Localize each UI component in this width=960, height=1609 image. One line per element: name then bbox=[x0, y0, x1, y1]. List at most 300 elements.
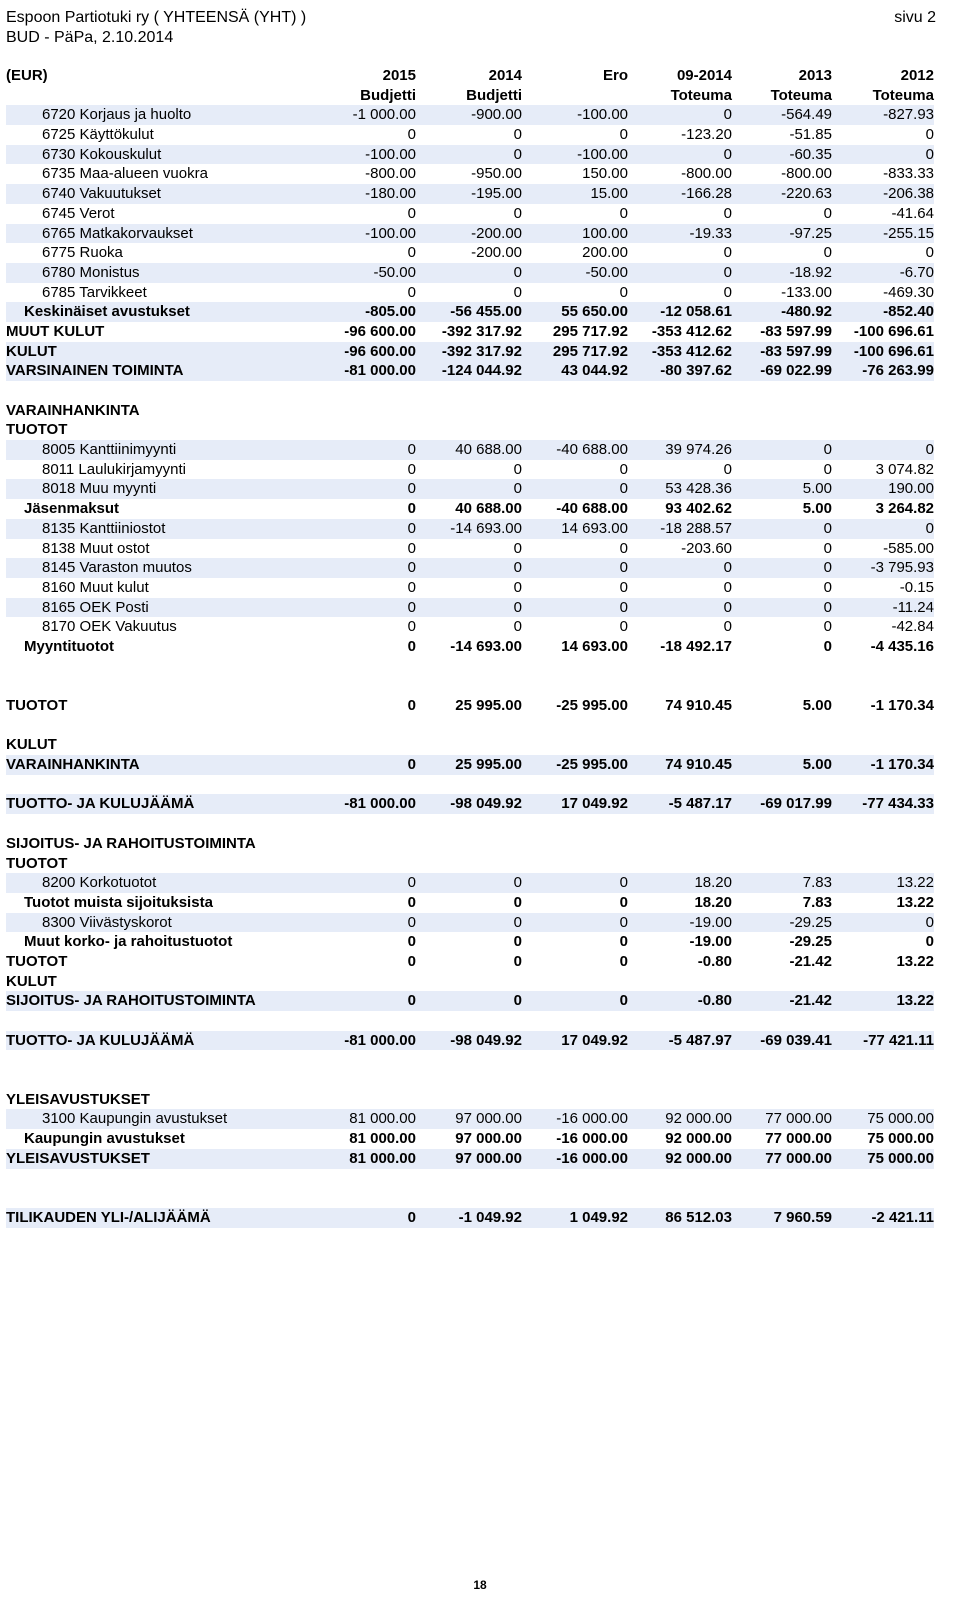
spacer-row bbox=[6, 1188, 934, 1208]
row-value: -200.00 bbox=[471, 244, 522, 262]
currency-label: (EUR) bbox=[6, 67, 48, 84]
row-value: -19.00 bbox=[689, 933, 732, 951]
row-value: 17 049.92 bbox=[561, 1031, 628, 1049]
row-value: 97 000.00 bbox=[455, 1110, 522, 1128]
row-value: 13.22 bbox=[896, 893, 934, 911]
row-value: -220.63 bbox=[781, 185, 832, 203]
row-value: 0 bbox=[823, 539, 832, 557]
row-value: -60.35 bbox=[789, 145, 832, 163]
row-value: 0 bbox=[823, 519, 832, 537]
table-row bbox=[6, 342, 934, 362]
row-value: 0 bbox=[723, 145, 732, 163]
row-value: 0 bbox=[407, 480, 416, 498]
row-value: 13.22 bbox=[896, 874, 934, 892]
row-value: -392 317.92 bbox=[441, 322, 522, 340]
row-value: 0 bbox=[513, 618, 522, 636]
row-value: 0 bbox=[407, 244, 416, 262]
spacer-row bbox=[6, 657, 934, 677]
row-value: 0 bbox=[619, 539, 628, 557]
row-value: 0 bbox=[513, 578, 522, 596]
row-label: YLEISAVUSTUKSET bbox=[6, 1090, 150, 1108]
row-value: 0 bbox=[619, 559, 628, 577]
row-label: 6725 Käyttökulut bbox=[42, 126, 154, 144]
row-value: 14 693.00 bbox=[561, 637, 628, 655]
row-value: 0 bbox=[925, 244, 934, 262]
spacer-row bbox=[6, 775, 934, 795]
column-header: 2013 bbox=[798, 67, 832, 84]
row-value: 0 bbox=[619, 480, 628, 498]
row-value: 0 bbox=[407, 697, 416, 714]
row-value: -98 049.92 bbox=[450, 795, 522, 813]
row-value: -16 000.00 bbox=[556, 1110, 628, 1128]
spacer-row bbox=[6, 1169, 934, 1189]
row-value: 0 bbox=[619, 992, 628, 1010]
row-value: 0 bbox=[407, 126, 416, 144]
row-value: 295 717.92 bbox=[552, 342, 628, 360]
row-value: -100.00 bbox=[365, 224, 416, 242]
row-value: -585.00 bbox=[883, 539, 934, 557]
column-header: Ero bbox=[602, 67, 628, 84]
row-value: -133.00 bbox=[781, 283, 832, 301]
row-value: 0 bbox=[407, 460, 416, 478]
row-value: -805.00 bbox=[365, 303, 416, 321]
row-value: 5.00 bbox=[802, 756, 832, 774]
row-label: 6735 Maa-alueen vuokra bbox=[42, 165, 208, 183]
row-value: 3 264.82 bbox=[875, 500, 934, 518]
row-value: 0 bbox=[513, 145, 522, 163]
row-value: 0 bbox=[823, 559, 832, 577]
row-value: 0 bbox=[823, 204, 832, 222]
row-value: 15.00 bbox=[590, 185, 628, 203]
row-value: 92 000.00 bbox=[665, 1149, 732, 1167]
row-value: 0 bbox=[619, 913, 628, 931]
row-value: -0.15 bbox=[899, 578, 934, 596]
row-value: -100.00 bbox=[577, 145, 628, 163]
row-value: 81 000.00 bbox=[349, 1130, 416, 1148]
row-value: -800.00 bbox=[681, 165, 732, 183]
row-value: 0 bbox=[407, 933, 416, 951]
row-value: 0 bbox=[925, 145, 934, 163]
report-subtitle: BUD - PäPa, 2.10.2014 bbox=[6, 29, 174, 46]
table-row bbox=[6, 184, 934, 204]
row-label: 6765 Matkakorvaukset bbox=[42, 224, 193, 242]
row-value: -800.00 bbox=[781, 165, 832, 183]
row-value: 13.22 bbox=[896, 992, 934, 1010]
row-label: 6740 Vakuutukset bbox=[42, 185, 161, 203]
table-row bbox=[6, 145, 934, 165]
row-value: -96 600.00 bbox=[344, 322, 416, 340]
row-label: 3100 Kaupungin avustukset bbox=[42, 1110, 228, 1128]
row-value: 43 044.92 bbox=[561, 362, 628, 380]
row-value: -480.92 bbox=[781, 303, 832, 321]
row-value: 74 910.45 bbox=[665, 697, 732, 714]
row-value: -81 000.00 bbox=[344, 795, 416, 813]
row-value: 0 bbox=[619, 204, 628, 222]
column-header-top bbox=[6, 66, 934, 86]
row-value: 295 717.92 bbox=[552, 322, 628, 340]
row-value: 0 bbox=[823, 637, 832, 655]
row-value: 0 bbox=[513, 913, 522, 931]
row-value: 74 910.45 bbox=[665, 756, 732, 774]
row-label: 6780 Monistus bbox=[42, 263, 140, 281]
row-value: 190.00 bbox=[888, 480, 934, 498]
row-value: -18.92 bbox=[789, 263, 832, 281]
row-value: 0 bbox=[723, 204, 732, 222]
row-value: 0 bbox=[723, 559, 732, 577]
table-row bbox=[6, 854, 934, 874]
row-value: -96 600.00 bbox=[344, 342, 416, 360]
row-label: 8011 Laulukirjamyynti bbox=[42, 460, 186, 478]
row-value: 0 bbox=[723, 460, 732, 478]
row-value: -123.20 bbox=[681, 126, 732, 144]
row-value: 0 bbox=[823, 618, 832, 636]
row-value: 0 bbox=[823, 441, 832, 459]
row-value: 18.20 bbox=[694, 893, 732, 911]
row-value: -2 421.11 bbox=[871, 1208, 934, 1226]
table-row bbox=[6, 932, 934, 952]
row-value: 0 bbox=[513, 952, 522, 970]
row-value: -83 597.99 bbox=[760, 322, 832, 340]
budget-table bbox=[6, 66, 934, 1228]
table-row bbox=[6, 401, 934, 421]
table-row bbox=[6, 893, 934, 913]
row-value: 0 bbox=[619, 578, 628, 596]
row-value: -98 049.92 bbox=[450, 1031, 522, 1049]
row-value: 53 428.36 bbox=[665, 480, 732, 498]
row-value: -1 000.00 bbox=[352, 106, 416, 124]
row-value: -19.33 bbox=[689, 224, 732, 242]
row-value: -81 000.00 bbox=[344, 362, 416, 380]
row-value: -1 170.34 bbox=[870, 756, 934, 774]
row-value: -100.00 bbox=[577, 106, 628, 124]
row-value: 75 000.00 bbox=[867, 1130, 934, 1148]
table-row bbox=[6, 1090, 934, 1110]
row-value: -203.60 bbox=[681, 539, 732, 557]
row-value: 17 049.92 bbox=[561, 795, 628, 813]
row-value: 0 bbox=[407, 893, 416, 911]
table-row bbox=[6, 519, 934, 539]
row-value: 0 bbox=[407, 1208, 416, 1226]
row-value: -852.40 bbox=[883, 303, 934, 321]
organization-title: Espoon Partiotuki ry ( YHTEENSÄ (YHT) ) bbox=[6, 9, 307, 26]
row-value: -353 412.62 bbox=[651, 322, 732, 340]
row-value: 75 000.00 bbox=[867, 1110, 934, 1128]
row-label: 8300 Viivästyskorot bbox=[42, 913, 172, 931]
row-value: 0 bbox=[619, 874, 628, 892]
row-value: 81 000.00 bbox=[349, 1110, 416, 1128]
row-value: 0 bbox=[723, 283, 732, 301]
row-value: 0 bbox=[407, 992, 416, 1010]
row-value: -827.93 bbox=[883, 106, 934, 124]
column-subheader: Toteuma bbox=[670, 86, 732, 104]
row-value: -83 597.99 bbox=[760, 342, 832, 360]
table-row bbox=[6, 558, 934, 578]
row-label: 8200 Korkotuotot bbox=[42, 874, 157, 892]
row-value: -11.24 bbox=[892, 598, 934, 616]
row-value: 81 000.00 bbox=[349, 1149, 416, 1167]
table-row bbox=[6, 1031, 934, 1051]
table-row bbox=[6, 302, 934, 322]
row-label: KULUT bbox=[6, 972, 57, 990]
row-label: KULUT bbox=[6, 736, 57, 754]
row-label: 8018 Muu myynti bbox=[42, 480, 157, 498]
row-value: -18 288.57 bbox=[660, 519, 732, 537]
row-value: -1 049.92 bbox=[458, 1208, 522, 1226]
row-label: VARAINHANKINTA bbox=[6, 756, 140, 774]
table-row bbox=[6, 755, 934, 775]
table-row bbox=[6, 735, 934, 755]
row-value: 0 bbox=[723, 263, 732, 281]
table-row bbox=[6, 243, 934, 263]
table-row bbox=[6, 598, 934, 618]
row-value: 86 512.03 bbox=[665, 1208, 732, 1226]
row-value: 0 bbox=[925, 441, 934, 459]
row-value: 97 000.00 bbox=[455, 1149, 522, 1167]
row-value: 0 bbox=[723, 598, 732, 616]
row-value: 0 bbox=[407, 519, 416, 537]
row-value: -29.25 bbox=[789, 933, 832, 951]
column-subheader: Toteuma bbox=[770, 86, 832, 104]
row-label: 6720 Korjaus ja huolto bbox=[42, 106, 192, 124]
row-value: 0 bbox=[619, 126, 628, 144]
row-value: 0 bbox=[619, 952, 628, 970]
row-value: 77 000.00 bbox=[765, 1149, 832, 1167]
table-row bbox=[6, 578, 934, 598]
page-number: 18 bbox=[473, 1578, 487, 1592]
table-row bbox=[6, 479, 934, 499]
row-value: -124 044.92 bbox=[441, 362, 522, 380]
row-value: -80 397.62 bbox=[660, 362, 732, 380]
row-value: -14 693.00 bbox=[450, 637, 522, 655]
table-row bbox=[6, 696, 934, 716]
row-value: -206.38 bbox=[883, 185, 934, 203]
row-label: 8135 Kanttiiniostot bbox=[42, 519, 166, 537]
table-row bbox=[6, 873, 934, 893]
spacer-row bbox=[6, 381, 934, 401]
row-value: 0 bbox=[723, 106, 732, 124]
row-value: 7 960.59 bbox=[773, 1208, 832, 1226]
row-value: 93 402.62 bbox=[665, 500, 732, 518]
spacer-row bbox=[6, 1011, 934, 1031]
row-value: -51.85 bbox=[789, 126, 832, 144]
row-label: 6745 Verot bbox=[42, 204, 115, 222]
table-row bbox=[6, 1129, 934, 1149]
table-row bbox=[6, 460, 934, 480]
row-label: 6775 Ruoka bbox=[42, 244, 123, 262]
table-row bbox=[6, 499, 934, 519]
row-value: 0 bbox=[407, 539, 416, 557]
row-value: -18 492.17 bbox=[660, 637, 732, 655]
row-value: -40 688.00 bbox=[556, 500, 628, 518]
row-value: 0 bbox=[513, 480, 522, 498]
row-value: 100.00 bbox=[582, 224, 628, 242]
table-row bbox=[6, 322, 934, 342]
row-label: Myyntituotot bbox=[24, 637, 114, 655]
column-subheader: Toteuma bbox=[872, 86, 934, 104]
row-label: VARSINAINEN TOIMINTA bbox=[6, 362, 184, 380]
row-label: 6730 Kokouskulut bbox=[42, 145, 162, 163]
row-label: SIJOITUS- JA RAHOITUSTOIMINTA bbox=[6, 834, 256, 852]
row-value: 0 bbox=[513, 598, 522, 616]
row-value: 0 bbox=[723, 618, 732, 636]
spacer-row bbox=[6, 716, 934, 736]
row-value: 18.20 bbox=[694, 874, 732, 892]
row-value: -900.00 bbox=[471, 106, 522, 124]
spacer-row bbox=[6, 814, 934, 834]
row-value: 0 bbox=[407, 637, 416, 655]
row-value: -40 688.00 bbox=[556, 441, 628, 459]
table-row bbox=[6, 1208, 934, 1228]
row-label: TUOTOT bbox=[6, 854, 68, 872]
row-value: 0 bbox=[407, 598, 416, 616]
row-value: 0 bbox=[619, 598, 628, 616]
row-label: 8160 Muut kulut bbox=[42, 578, 149, 596]
row-value: -81 000.00 bbox=[344, 1031, 416, 1049]
row-value: -76 263.99 bbox=[862, 362, 934, 380]
table-row bbox=[6, 913, 934, 933]
row-value: 0 bbox=[619, 283, 628, 301]
row-value: -353 412.62 bbox=[651, 342, 732, 360]
table-row bbox=[6, 972, 934, 992]
row-label: VARAINHANKINTA bbox=[6, 401, 140, 419]
row-value: 0 bbox=[407, 204, 416, 222]
row-value: 0 bbox=[407, 913, 416, 931]
row-value: 75 000.00 bbox=[867, 1149, 934, 1167]
row-label: TUOTTO- JA KULUJÄÄMÄ bbox=[6, 795, 195, 813]
row-label: 8170 OEK Vakuutus bbox=[42, 618, 177, 636]
row-value: -0.80 bbox=[697, 992, 732, 1010]
table-row bbox=[6, 164, 934, 184]
row-value: -0.80 bbox=[697, 952, 732, 970]
row-value: 0 bbox=[513, 559, 522, 577]
row-value: -14 693.00 bbox=[450, 519, 522, 537]
row-label: 8005 Kanttiinimyynti bbox=[42, 441, 177, 459]
row-value: 0 bbox=[823, 578, 832, 596]
column-header: 2015 bbox=[382, 67, 416, 84]
column-header: 09-2014 bbox=[676, 67, 732, 84]
table-row bbox=[6, 224, 934, 244]
row-value: -25 995.00 bbox=[556, 756, 628, 774]
row-value: 40 688.00 bbox=[455, 441, 522, 459]
column-header: 2012 bbox=[900, 67, 934, 84]
row-value: 97 000.00 bbox=[455, 1130, 522, 1148]
row-value: -69 039.41 bbox=[760, 1031, 832, 1049]
row-label: Tuotot muista sijoituksista bbox=[24, 893, 213, 911]
row-value: -469.30 bbox=[883, 283, 934, 301]
row-value: -16 000.00 bbox=[556, 1149, 628, 1167]
row-value: 3 074.82 bbox=[875, 460, 934, 478]
row-value: -100.00 bbox=[365, 145, 416, 163]
row-value: -392 317.92 bbox=[441, 342, 522, 360]
row-value: 0 bbox=[407, 756, 416, 774]
row-value: -69 017.99 bbox=[760, 795, 832, 813]
row-value: -42.84 bbox=[891, 618, 934, 636]
row-value: 0 bbox=[619, 893, 628, 911]
row-value: 0 bbox=[407, 500, 416, 518]
row-value: -25 995.00 bbox=[556, 697, 628, 714]
row-value: -833.33 bbox=[883, 165, 934, 183]
row-label: MUUT KULUT bbox=[6, 322, 105, 340]
spacer-row bbox=[6, 676, 934, 696]
row-value: 0 bbox=[619, 460, 628, 478]
row-value: 200.00 bbox=[582, 244, 628, 262]
row-value: 0 bbox=[823, 598, 832, 616]
row-value: -69 022.99 bbox=[760, 362, 832, 380]
row-value: 7.83 bbox=[802, 893, 832, 911]
row-value: 0 bbox=[407, 618, 416, 636]
row-value: 0 bbox=[407, 559, 416, 577]
row-label: TILIKAUDEN YLI-/ALIJÄÄMÄ bbox=[6, 1208, 211, 1226]
row-value: 25 995.00 bbox=[455, 756, 522, 774]
row-value: -19.00 bbox=[689, 913, 732, 931]
row-label: Muut korko- ja rahoitustuotot bbox=[24, 933, 233, 951]
column-subheader: Budjetti bbox=[466, 86, 522, 104]
row-value: -200.00 bbox=[471, 224, 522, 242]
row-value: 0 bbox=[513, 933, 522, 951]
row-label: Keskinäiset avustukset bbox=[24, 303, 190, 321]
row-value: -4 435.16 bbox=[870, 637, 934, 655]
row-value: -255.15 bbox=[883, 224, 934, 242]
row-value: -564.49 bbox=[781, 106, 832, 124]
row-value: 0 bbox=[723, 244, 732, 262]
row-value: -77 421.11 bbox=[863, 1031, 934, 1049]
row-label: TUOTTO- JA KULUJÄÄMÄ bbox=[6, 1031, 195, 1049]
table-row bbox=[6, 125, 934, 145]
row-value: 7.83 bbox=[802, 874, 832, 892]
row-value: -21.42 bbox=[789, 952, 832, 970]
row-value: -97.25 bbox=[789, 224, 832, 242]
row-value: -100 696.61 bbox=[853, 322, 934, 340]
row-value: 0 bbox=[513, 204, 522, 222]
row-value: -5 487.17 bbox=[668, 795, 732, 813]
row-value: -180.00 bbox=[365, 185, 416, 203]
row-label: YLEISAVUSTUKSET bbox=[6, 1149, 150, 1167]
row-value: -50.00 bbox=[373, 263, 416, 281]
row-value: 0 bbox=[407, 283, 416, 301]
row-value: -77 434.33 bbox=[862, 795, 934, 813]
row-label: 8145 Varaston muutos bbox=[42, 559, 192, 577]
row-value: -195.00 bbox=[471, 185, 522, 203]
row-label: SIJOITUS- JA RAHOITUSTOIMINTA bbox=[6, 992, 256, 1010]
table-row bbox=[6, 440, 934, 460]
row-value: 0 bbox=[925, 913, 934, 931]
row-value: 0 bbox=[619, 618, 628, 636]
row-label: TUOTOT bbox=[6, 421, 68, 439]
row-value: 0 bbox=[925, 126, 934, 144]
table-row bbox=[6, 617, 934, 637]
table-row bbox=[6, 794, 934, 814]
row-value: -29.25 bbox=[789, 913, 832, 931]
row-label: 8165 OEK Posti bbox=[42, 598, 149, 616]
row-value: 5.00 bbox=[802, 697, 832, 714]
row-label: 6785 Tarvikkeet bbox=[42, 283, 147, 301]
row-value: -50.00 bbox=[585, 263, 628, 281]
column-header: 2014 bbox=[488, 67, 522, 84]
row-value: -5 487.97 bbox=[668, 1031, 732, 1049]
table-row bbox=[6, 263, 934, 283]
row-value: 77 000.00 bbox=[765, 1110, 832, 1128]
table-row bbox=[6, 420, 934, 440]
row-value: 92 000.00 bbox=[665, 1110, 732, 1128]
row-value: 40 688.00 bbox=[455, 500, 522, 518]
row-value: 0 bbox=[513, 460, 522, 478]
row-value: 14 693.00 bbox=[561, 519, 628, 537]
row-value: -950.00 bbox=[471, 165, 522, 183]
row-label: 8138 Muut ostot bbox=[42, 539, 150, 557]
row-value: -41.64 bbox=[891, 204, 934, 222]
row-value: 25 995.00 bbox=[455, 697, 522, 714]
row-value: 13.22 bbox=[896, 952, 934, 970]
